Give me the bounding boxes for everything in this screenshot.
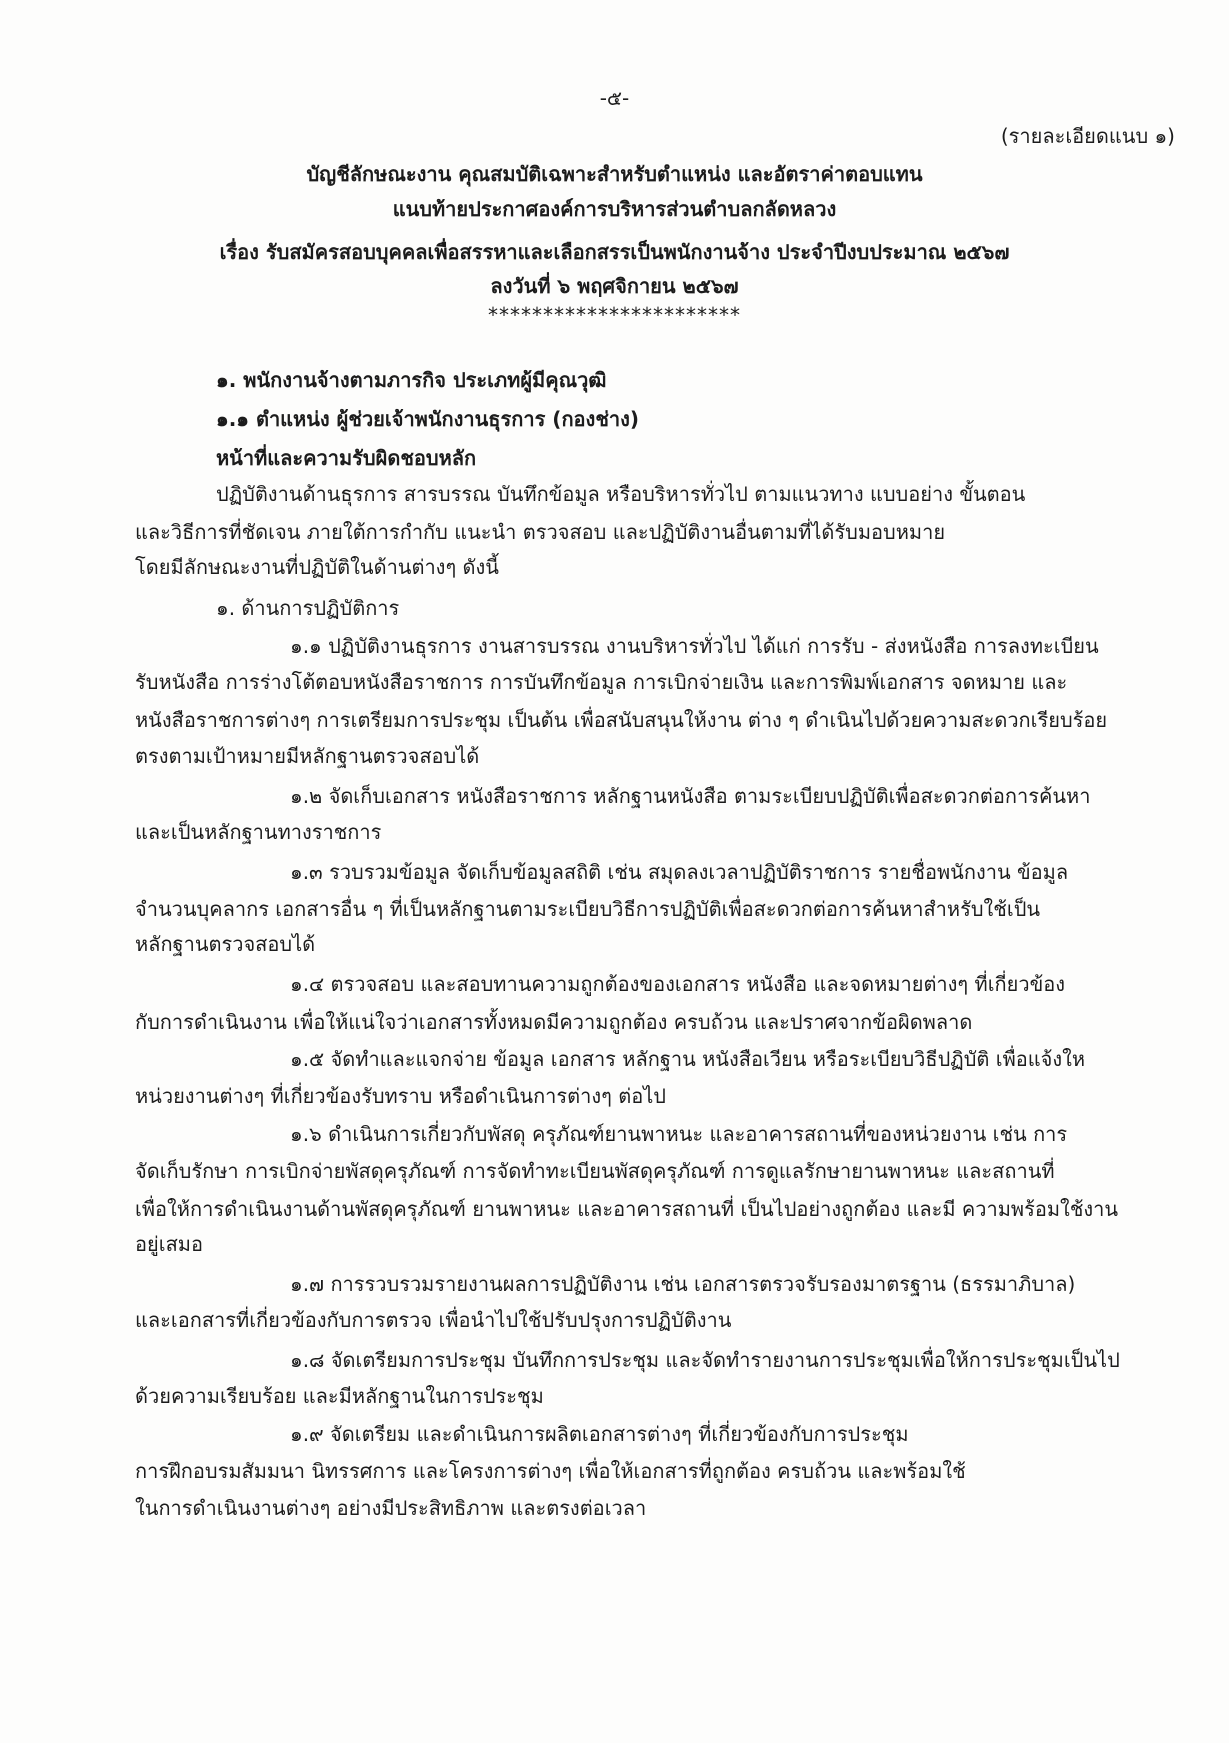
title-line-3: เรื่อง รับสมัครสอบบุคคลเพื่อสรรหาและเลือกสรรเป็นพนักงานจ้าง ประจำปีงบประมาณ ๒๕๖๗ xyxy=(219,240,1010,264)
intro-line: ปฏิบัติงานด้านธุรการ สารบรรณ บันทึกข้อมูล หรือบริหารทั่วไป ตามแนวทาง แบบอย่าง ขั้นตอน xyxy=(216,482,1026,506)
item-line: รับหนังสือ การร่างโต้ตอบหนังสือราชการ การบันทึกข้อมูล การเบิกจ่ายเงิน และการพิมพ์เอกสาร จดหมาย และ xyxy=(135,670,1068,694)
section-heading: ๑. พนักงานจ้างตามภารกิจ ประเภทผู้มีคุณวุฒิ xyxy=(216,368,607,392)
item-line: ๑.๗ การรวบรวมรายงานผลการปฏิบัติงาน เช่น เอกสารตรวจรับรองมาตรฐาน (ธรรมาภิบาล) xyxy=(290,1272,1076,1296)
item-line: ๑.๔ ตรวจสอบ และสอบทานความถูกต้องของเอกสาร หนังสือ และจดหมายต่างๆ ที่เกี่ยวข้อง xyxy=(290,972,1066,996)
item-line: ๑.๖ ดำเนินการเกี่ยวกับพัสดุ ครุภัณฑ์ยานพาหนะ และอาคารสถานที่ของหน่วยงาน เช่น การ xyxy=(290,1122,1068,1146)
duties-heading: หน้าที่และความรับผิดชอบหลัก xyxy=(216,446,477,470)
item-line: ๑.๑ ปฏิบัติงานธุรการ งานสารบรรณ งานบริหารทั่วไป ได้แก่ การรับ - ส่งหนังสือ การลงทะเบียน xyxy=(290,634,1099,658)
item-line: อยู่เสมอ xyxy=(135,1232,203,1256)
item-line: หนังสือราชการต่างๆ การเตรียมการประชุม เป็นต้น เพื่อสนับสนุนให้งาน ต่าง ๆ ดำเนินไปด้วยความสะดวกเรียบร้อย xyxy=(135,708,1108,732)
item-line: จำนวนบุคลากร เอกสารอื่น ๆ ที่เป็นหลักฐานตามระเบียบวิธีการปฏิบัติเพื่อสะดวกต่อการค้นหาสำหรับใช้เป็น xyxy=(135,897,1041,921)
item-line: ๑.๙ จัดเตรียม และดำเนินการผลิตเอกสารต่างๆ ที่เกี่ยวข้องกับการประชุม xyxy=(290,1422,909,1446)
item-line: และเป็นหลักฐานทางราชการ xyxy=(135,820,382,844)
title-date: ลงวันที่ ๖ พฤศจิกายน ๒๕๖๗ xyxy=(490,274,739,298)
item-line: ด้วยความเรียบร้อย และมีหลักฐานในการประชุม xyxy=(135,1384,544,1408)
attachment-label: (รายละเอียดแนบ ๑) xyxy=(1000,124,1175,148)
item-line: ๑.๕ จัดทำและแจกจ่าย ข้อมูล เอกสาร หลักฐาน หนังสือเวียน หรือระเบียบวิธีปฏิบัติ เพื่อแจ้งให xyxy=(290,1047,1086,1071)
title-divider: *********************** xyxy=(488,303,741,327)
intro-line: โดยมีลักษณะงานที่ปฏิบัติในด้านต่างๆ ดังนี้ xyxy=(135,555,499,579)
title-line-1: บัญชีลักษณะงาน คุณสมบัติเฉพาะสำหรับตำแหน่ง และอัตราค่าตอบแทน xyxy=(306,162,923,186)
title-line-2: แนบท้ายประกาศองค์การบริหารส่วนตำบลกลัดหลวง xyxy=(392,197,837,221)
item-line: กับการดำเนินงาน เพื่อให้แน่ใจว่าเอกสารทั้งหมดมีความถูกต้อง ครบถ้วน และปราศจากข้อผิดพลาด xyxy=(135,1010,973,1034)
position-title: ๑.๑ ตำแหน่ง ผู้ช่วยเจ้าพนักงานธุรการ (กองช่าง) xyxy=(216,407,640,431)
item-line: ๑.๒ จัดเก็บเอกสาร หนังสือราชการ หลักฐานหนังสือ ตามระเบียบปฏิบัติเพื่อสะดวกต่อการค้นหา xyxy=(290,784,1091,808)
item-line: ๑.๓ รวบรวมข้อมูล จัดเก็บข้อมูลสถิติ เช่น สมุดลงเวลาปฏิบัติราชการ รายชื่อพนักงาน ข้อมูล xyxy=(290,860,1069,884)
intro-line: และวิธีการที่ชัดเจน ภายใต้การกำกับ แนะนำ ตรวจสอบ และปฏิบัติงานอื่นตามที่ได้รับมอบหมาย xyxy=(135,520,946,544)
item-line: จัดเก็บรักษา การเบิกจ่ายพัสดุครุภัณฑ์ การจัดทำทะเบียนพัสดุครุภัณฑ์ การดูแลรักษายานพาหนะ และสถานที่ xyxy=(135,1159,1055,1183)
item-line: หลักฐานตรวจสอบได้ xyxy=(135,932,316,956)
item-line: การฝึกอบรมสัมมนา นิทรรศการ และโครงการต่างๆ เพื่อให้เอกสารที่ถูกต้อง ครบถ้วน และพร้อมใช้ xyxy=(135,1459,966,1483)
item-line: เพื่อให้การดำเนินงานด้านพัสดุครุภัณฑ์ ยานพาหนะ และอาคารสถานที่ เป็นไปอย่างถูกต้อง และมี ความพร้อมใช้งาน xyxy=(135,1197,1119,1221)
sub-heading: ๑. ด้านการปฏิบัติการ xyxy=(216,596,400,620)
item-line: ๑.๘ จัดเตรียมการประชุม บันทึกการประชุม และจัดทำรายงานการประชุมเพื่อให้การประชุมเป็นไป xyxy=(290,1348,1120,1372)
item-line: ตรงตามเป้าหมายมีหลักฐานตรวจสอบได้ xyxy=(135,744,480,768)
item-line: หน่วยงานต่างๆ ที่เกี่ยวข้องรับทราบ หรือดำเนินการต่างๆ ต่อไป xyxy=(135,1084,666,1108)
item-line: ในการดำเนินงานต่างๆ อย่างมีประสิทธิภาพ และตรงต่อเวลา xyxy=(135,1496,647,1520)
item-line: และเอกสารที่เกี่ยวข้องกับการตรวจ เพื่อนำไปใช้ปรับปรุงการปฏิบัติงาน xyxy=(135,1308,732,1332)
page-number: -๕- xyxy=(599,86,630,110)
